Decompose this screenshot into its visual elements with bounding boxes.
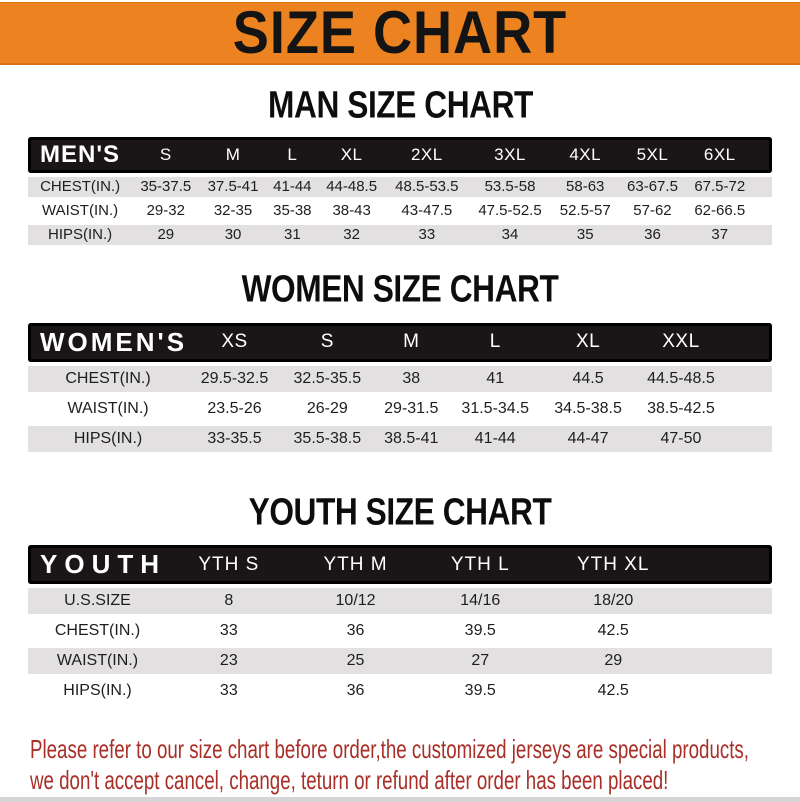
men-hips-in-4xl: 35: [552, 225, 619, 245]
youth-waist-in-yth-l: 27: [420, 648, 540, 674]
youth-size-table: [28, 541, 772, 708]
youth-row-spacer: [686, 618, 772, 644]
youth-column-yth-s: YTH S: [167, 545, 291, 584]
youth-hips-in-yth-xl: 42.5: [597, 682, 629, 700]
men-chest-in-m: 37.5-41: [199, 177, 266, 197]
youth-header-spacer: [686, 545, 772, 584]
men-column-5xl: 5XL: [619, 137, 686, 173]
women-row-spacer: [727, 366, 772, 392]
women-waist-in-l: 31.5-34.5: [461, 399, 530, 417]
youth-hips-in-yth-s: 33: [219, 682, 238, 700]
men-size-table: [28, 133, 772, 249]
women-row-chest-in: [28, 366, 772, 392]
men-row-hips-in: [28, 225, 772, 245]
men-hips-in-5xl: 36: [619, 225, 686, 245]
women-chest-in-l: 41: [449, 366, 542, 392]
men-waist-in-4xl: 52.5-57: [559, 202, 611, 220]
men-row-label-chest-in: CHEST(IN.): [28, 177, 132, 197]
man-size-chart-section: [0, 82, 800, 249]
youth-row-spacer: [686, 648, 772, 674]
youth-header-label: YOUTH: [28, 545, 167, 584]
youth-column-yth-l: YTH L: [420, 545, 540, 584]
size-chart-banner-title: SIZE CHART: [232, 0, 568, 67]
men-waist-in-l: 35-38: [273, 202, 312, 220]
men-column-3xl: 3XL: [468, 137, 551, 173]
youth-u-s-size-yth-l: 14/16: [420, 588, 540, 614]
youth-row-label-u-s-size: U.S.SIZE: [28, 588, 167, 614]
men-header-label: MEN'S: [28, 137, 132, 173]
women-chest-in-m: 38: [374, 366, 449, 392]
men-row-spacer: [753, 225, 772, 245]
women-size-table: [28, 319, 772, 456]
size-chart-banner: [0, 2, 800, 65]
women-hips-in-m: 38.5-41: [374, 426, 449, 452]
men-hips-in-6xl: 37: [686, 225, 753, 245]
youth-size-chart-title: YOUTH SIZE CHART: [248, 489, 552, 533]
women-waist-in-m: 29-31.5: [384, 399, 439, 417]
women-row-label-waist-in: WAIST(IN.): [67, 399, 149, 417]
women-column-xxl: XXL: [635, 323, 728, 362]
women-chest-in-xs: 29.5-32.5: [188, 366, 281, 392]
men-column-m: M: [199, 137, 266, 173]
youth-row-label-waist-in: WAIST(IN.): [28, 648, 167, 674]
youth-size-chart-section: [0, 489, 800, 709]
women-column-s: S: [281, 323, 374, 362]
women-hips-in-xxl: 47-50: [635, 426, 728, 452]
youth-row-hips-in: [28, 678, 772, 704]
men-column-4xl: 4XL: [552, 137, 619, 173]
men-waist-in-2xl: 43-47.5: [401, 202, 453, 220]
youth-row-label-hips-in: HIPS(IN.): [63, 682, 132, 700]
youth-hips-in-yth-m: 36: [346, 682, 365, 700]
men-row-label-hips-in: HIPS(IN.): [28, 225, 132, 245]
youth-row-spacer: [686, 588, 772, 614]
youth-hips-in-yth-l: 39.5: [464, 682, 496, 700]
men-column-6xl: 6XL: [686, 137, 753, 173]
men-waist-in-5xl: 57-62: [633, 202, 672, 220]
youth-waist-in-yth-xl: 29: [540, 648, 686, 674]
men-waist-in-6xl: 62-66.5: [694, 202, 746, 220]
women-header-row: [28, 323, 772, 362]
men-waist-in-s: 29-32: [146, 202, 185, 220]
men-header-row: [28, 137, 772, 173]
youth-row-chest-in: [28, 618, 772, 644]
women-column-m: M: [374, 323, 449, 362]
men-hips-in-m: 30: [199, 225, 266, 245]
men-chest-in-6xl: 67.5-72: [686, 177, 753, 197]
men-chest-in-5xl: 63-67.5: [619, 177, 686, 197]
women-size-chart-title-wrap: [0, 266, 800, 310]
women-hips-in-l: 41-44: [449, 426, 542, 452]
youth-u-s-size-yth-m: 10/12: [291, 588, 421, 614]
women-row-label-chest-in: CHEST(IN.): [28, 366, 188, 392]
men-waist-in-m: 32-35: [213, 202, 253, 220]
youth-u-s-size-yth-s: 8: [167, 588, 291, 614]
men-column-l: L: [267, 137, 318, 173]
women-waist-in-xs: 23.5-26: [207, 399, 262, 417]
men-header-spacer: [753, 137, 772, 173]
men-chest-in-s: 35-37.5: [132, 177, 199, 197]
man-size-chart-title-wrap: [0, 82, 800, 127]
women-column-xs: XS: [188, 323, 281, 362]
men-column-2xl: 2XL: [385, 137, 468, 173]
women-row-label-hips-in: HIPS(IN.): [28, 426, 188, 452]
youth-row-spacer: [686, 678, 772, 704]
order-disclaimer-line-2: we don't accept cancel, change, teturn or refund after order has been placed!: [30, 765, 669, 796]
women-waist-in-xl: 34.5-38.5: [554, 399, 622, 417]
women-chest-in-xxl: 44.5-48.5: [635, 366, 728, 392]
men-row-spacer: [753, 201, 772, 221]
men-hips-in-l: 31: [267, 225, 318, 245]
men-hips-in-s: 29: [132, 225, 199, 245]
women-hips-in-xl: 44-47: [542, 426, 635, 452]
youth-row-waist-in: [28, 648, 772, 674]
youth-header-row: [28, 545, 772, 584]
men-chest-in-2xl: 48.5-53.5: [385, 177, 468, 197]
youth-waist-in-yth-s: 23: [167, 648, 291, 674]
youth-waist-in-yth-m: 25: [291, 648, 421, 674]
men-row-label-waist-in: WAIST(IN.): [42, 202, 119, 220]
youth-column-yth-m: YTH M: [291, 545, 421, 584]
women-header-label: WOMEN'S: [28, 323, 188, 362]
women-row-spacer: [727, 426, 772, 452]
women-header-spacer: [727, 323, 772, 362]
youth-chest-in-yth-l: 39.5: [464, 622, 496, 640]
women-hips-in-xs: 33-35.5: [188, 426, 281, 452]
women-hips-in-s: 35.5-38.5: [281, 426, 374, 452]
men-chest-in-4xl: 58-63: [552, 177, 619, 197]
youth-size-chart-title-wrap: [0, 489, 800, 533]
men-row-chest-in: [28, 177, 772, 197]
youth-row-label-chest-in: CHEST(IN.): [54, 622, 141, 640]
men-column-s: S: [132, 137, 199, 173]
women-size-chart-section: [0, 266, 800, 456]
men-waist-in-xl: 38-43: [332, 202, 371, 220]
youth-chest-in-yth-m: 36: [346, 622, 365, 640]
men-column-xl: XL: [318, 137, 385, 173]
men-chest-in-l: 41-44: [267, 177, 318, 197]
order-disclaimer: [30, 734, 800, 796]
women-chest-in-xl: 44.5: [542, 366, 635, 392]
youth-chest-in-yth-xl: 42.5: [597, 622, 629, 640]
youth-u-s-size-yth-xl: 18/20: [540, 588, 686, 614]
women-row-spacer: [727, 396, 772, 422]
women-row-hips-in: [28, 426, 772, 452]
men-row-waist-in: [28, 201, 772, 221]
men-hips-in-2xl: 33: [385, 225, 468, 245]
men-waist-in-3xl: 47.5-52.5: [478, 202, 542, 220]
youth-row-u-s-size: [28, 588, 772, 614]
men-chest-in-3xl: 53.5-58: [468, 177, 551, 197]
man-size-chart-title: MAN SIZE CHART: [267, 82, 533, 127]
women-waist-in-s: 26-29: [306, 399, 348, 417]
women-column-l: L: [449, 323, 542, 362]
youth-column-yth-xl: YTH XL: [540, 545, 686, 584]
women-waist-in-xxl: 38.5-42.5: [647, 399, 715, 417]
women-column-xl: XL: [542, 323, 635, 362]
men-hips-in-3xl: 34: [468, 225, 551, 245]
men-row-spacer: [753, 177, 772, 197]
youth-chest-in-yth-s: 33: [219, 622, 238, 640]
women-row-waist-in: [28, 396, 772, 422]
order-disclaimer-line-1: Please refer to our size chart before order,the customized jerseys are special products,: [30, 734, 749, 765]
women-size-chart-title: WOMEN SIZE CHART: [241, 266, 559, 310]
men-chest-in-xl: 44-48.5: [318, 177, 385, 197]
women-chest-in-s: 32.5-35.5: [281, 366, 374, 392]
men-hips-in-xl: 32: [318, 225, 385, 245]
